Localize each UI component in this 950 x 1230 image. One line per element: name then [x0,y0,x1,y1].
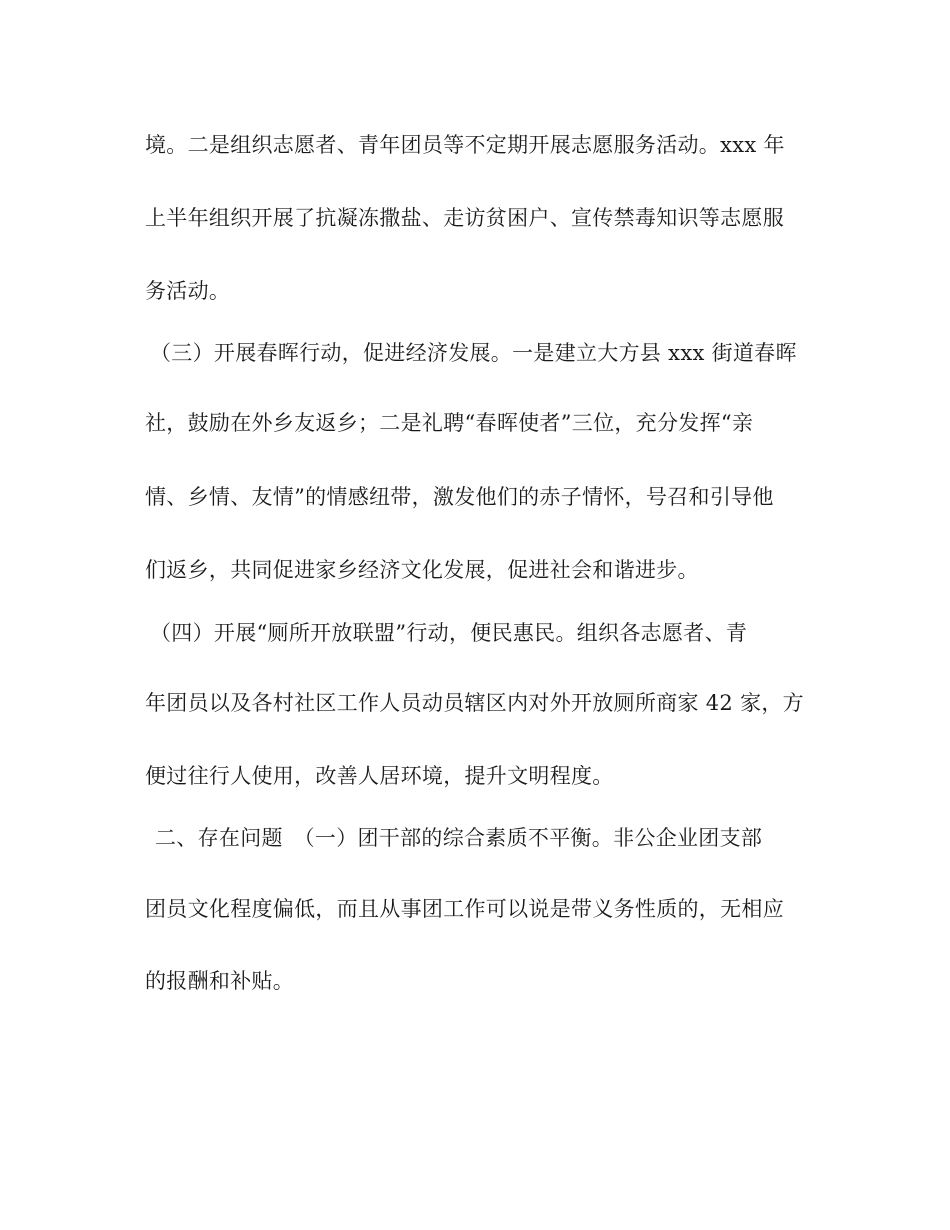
paragraph-line: 社，鼓励在外乡友返乡；二是礼聘“春晖使者”三位，充分发挥“亲 [145,411,754,435]
section-heading-line: （三）开展春晖行动，促进经济发展。一是建立大方县 xxx 街道春晖 [150,341,797,365]
paragraph-line: 们返乡，共同促进家乡经济文化发展，促进社会和谐进步。 [145,558,699,582]
section-heading-line: （四）开展“厕所开放联盟”行动，便民惠民。组织各志愿者、青 [150,621,748,645]
paragraph-line: 上半年组织开展了抗凝冻撒盐、走访贫困户、宣传禁毒知识等志愿服 [145,206,784,230]
paragraph-line: 务活动。 [145,279,231,303]
paragraph-line: 情、乡情、友情”的情感纽带，激发他们的赤子情怀，号召和引导他 [145,485,774,509]
paragraph-line: 便过往行人使用，改善人居环境，提升文明程度。 [145,764,614,788]
paragraph-line: 境。二是组织志愿者、青年团员等不定期开展志愿服务活动。xxx 年 [145,133,785,157]
paragraph-line: 年团员以及各村社区工作人员动员辖区内对外开放厕所商家 42 家，方 [145,691,804,715]
section-heading-line: 二、存在问题 （一）团干部的综合素质不平衡。非公企业团支部 [155,826,763,850]
paragraph-line: 团员文化程度偏低，而且从事团工作可以说是带义务性质的，无相应 [145,897,784,921]
paragraph-line: 的报酬和补贴。 [145,969,295,993]
